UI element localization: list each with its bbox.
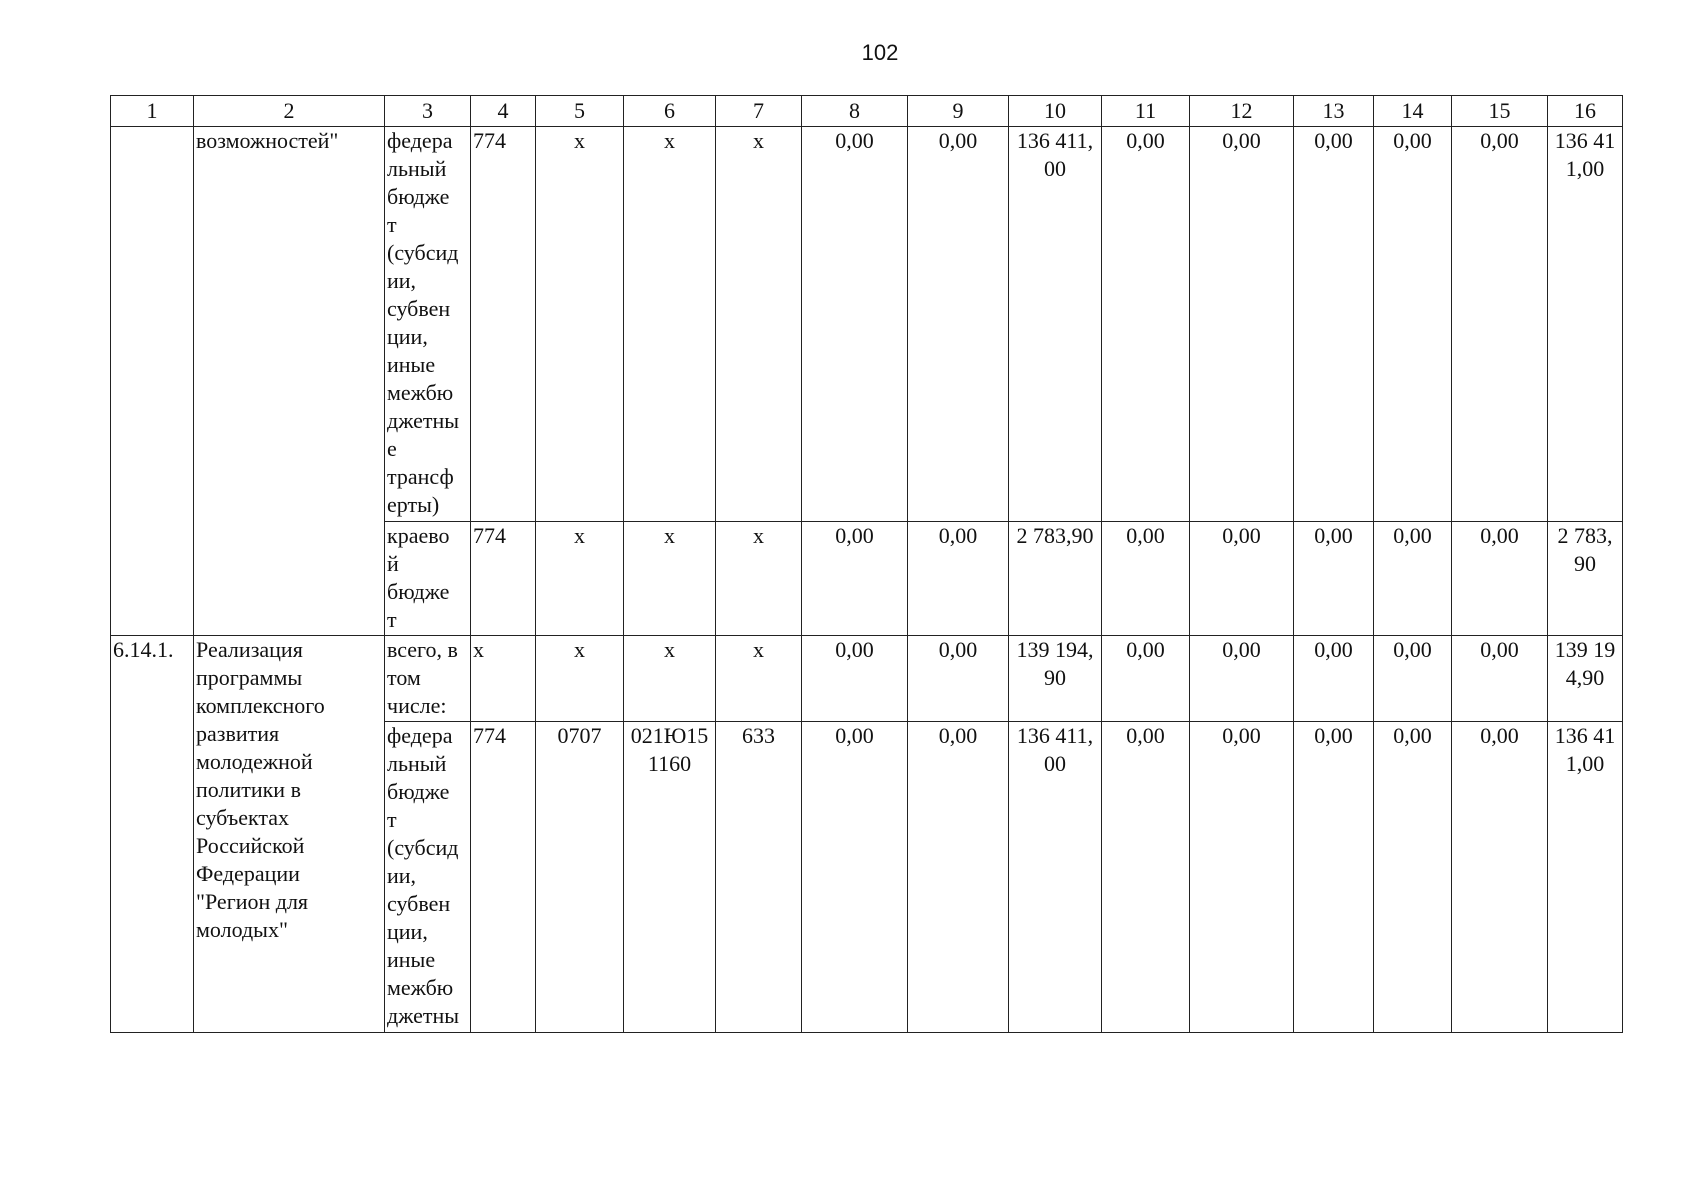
cell-vr: 633 xyxy=(716,722,802,1033)
cell-vr: х xyxy=(716,522,802,636)
cell-value: 0,00 xyxy=(1452,522,1548,636)
cell-value: 0,00 xyxy=(1294,722,1374,1033)
cell-value: 0,00 xyxy=(1374,127,1452,522)
cell-value: 136 411, 00 xyxy=(1009,127,1102,522)
cell-value: 0,00 xyxy=(1102,636,1190,722)
cell-total: 139 19 4,90 xyxy=(1548,636,1623,722)
cell-total: 2 783, 90 xyxy=(1548,522,1623,636)
column-header: 3 xyxy=(385,96,471,127)
cell-value: 139 194, 90 xyxy=(1009,636,1102,722)
cell-rzpr: х xyxy=(536,522,624,636)
column-header: 8 xyxy=(802,96,908,127)
column-header: 2 xyxy=(194,96,385,127)
cell-grbs: 774 xyxy=(471,722,536,1033)
cell-rzpr: х xyxy=(536,636,624,722)
cell-total: 136 41 1,00 xyxy=(1548,722,1623,1033)
column-header: 5 xyxy=(536,96,624,127)
cell-value: 0,00 xyxy=(1102,127,1190,522)
column-header: 6 xyxy=(624,96,716,127)
column-header: 12 xyxy=(1190,96,1294,127)
cell-grbs: 774 xyxy=(471,127,536,522)
cell-value: 0,00 xyxy=(908,722,1009,1033)
table-row xyxy=(111,636,1623,722)
cell-grbs: х xyxy=(471,636,536,722)
cell-vr: х xyxy=(716,127,802,522)
cell-grbs: 774 xyxy=(471,522,536,636)
column-header: 16 xyxy=(1548,96,1623,127)
cell-csr: х xyxy=(624,636,716,722)
cell-value: 0,00 xyxy=(802,127,908,522)
cell-value: 0,00 xyxy=(1102,722,1190,1033)
cell-value: 0,00 xyxy=(908,522,1009,636)
cell-value: 0,00 xyxy=(1452,722,1548,1033)
cell-csr: 021Ю15 1160 xyxy=(624,722,716,1033)
column-header: 11 xyxy=(1102,96,1190,127)
cell-value: 0,00 xyxy=(1190,722,1294,1033)
table-row xyxy=(111,127,1623,522)
cell-value: 0,00 xyxy=(908,636,1009,722)
cell-value: 0,00 xyxy=(1190,636,1294,722)
cell-value: 2 783,90 xyxy=(1009,522,1102,636)
cell-value: 0,00 xyxy=(1374,636,1452,722)
column-header: 14 xyxy=(1374,96,1452,127)
cell-csr: х xyxy=(624,522,716,636)
cell-value: 0,00 xyxy=(1452,636,1548,722)
column-number-header-row xyxy=(111,96,1623,127)
cell-total: 136 41 1,00 xyxy=(1548,127,1623,522)
cell-value: 0,00 xyxy=(1452,127,1548,522)
cell-value: 0,00 xyxy=(1190,127,1294,522)
cell-value: 0,00 xyxy=(908,127,1009,522)
cell-rzpr: 0707 xyxy=(536,722,624,1033)
funding-source: федера льный бюдже т (субсид ии, субвен ции, иные межбю джетны е трансф ерты) xyxy=(385,127,471,522)
budget-table xyxy=(110,95,1623,1033)
funding-source: всего, в том числе: xyxy=(385,636,471,722)
cell-value: 0,00 xyxy=(1102,522,1190,636)
funding-source: федера льный бюдже т (субсид ии, субвен ции, иные межбю джетны xyxy=(385,722,471,1033)
column-header: 13 xyxy=(1294,96,1374,127)
cell-value: 0,00 xyxy=(802,722,908,1033)
cell-rzpr: х xyxy=(536,127,624,522)
cell-value: 0,00 xyxy=(1294,127,1374,522)
cell-value: 136 411, 00 xyxy=(1009,722,1102,1033)
item-name: Реализация программы комплексного развития молодежной политики в субъектах Российской Федерации "Регион для молодых" xyxy=(194,636,385,1033)
funding-source: краево й бюдже т xyxy=(385,522,471,636)
column-header: 10 xyxy=(1009,96,1102,127)
column-header: 1 xyxy=(111,96,194,127)
cell-value: 0,00 xyxy=(1374,522,1452,636)
cell-value: 0,00 xyxy=(1294,522,1374,636)
cell-csr: х xyxy=(624,127,716,522)
cell-value: 0,00 xyxy=(1374,722,1452,1033)
page-number: 102 xyxy=(861,40,899,65)
column-header: 15 xyxy=(1452,96,1548,127)
item-name: возможностей" xyxy=(194,127,385,636)
cell-value: 0,00 xyxy=(802,636,908,722)
column-header: 7 xyxy=(716,96,802,127)
column-header: 9 xyxy=(908,96,1009,127)
cell-vr: х xyxy=(716,636,802,722)
cell-value: 0,00 xyxy=(1294,636,1374,722)
cell-value: 0,00 xyxy=(1190,522,1294,636)
item-number xyxy=(111,127,194,636)
cell-value: 0,00 xyxy=(802,522,908,636)
column-header: 4 xyxy=(471,96,536,127)
item-number: 6.14.1. xyxy=(111,636,194,1033)
